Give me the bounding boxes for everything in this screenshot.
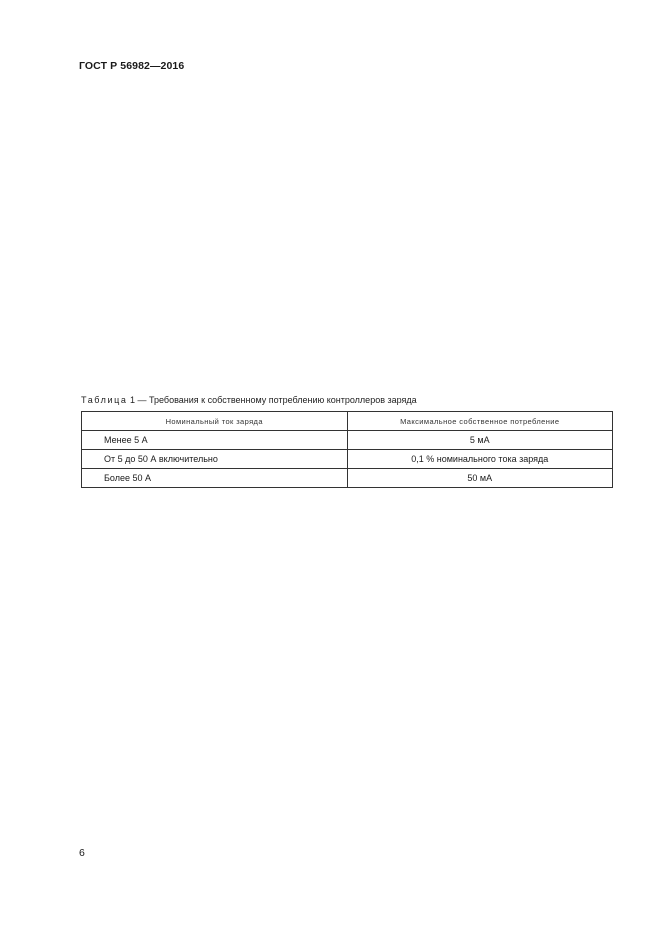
cell-current: От 5 до 50 А включительно (82, 450, 348, 469)
table-1-caption (81, 395, 613, 405)
table-row (82, 450, 613, 469)
cell-current: Более 50 А (82, 469, 348, 488)
unreproduced-text-area (81, 95, 613, 395)
consumption-table (81, 411, 613, 488)
page-number: 6 (79, 847, 85, 859)
cell-consumption: 0,1 % номинального тока заряда (347, 450, 613, 469)
cell-consumption: 5 мА (347, 431, 613, 450)
table-header-row (82, 412, 613, 431)
document-content (81, 95, 613, 488)
cell-consumption: 50 мА (347, 469, 613, 488)
col-header-consumption: Максимальное собственное потребление (347, 412, 613, 431)
table-row (82, 431, 613, 450)
table-caption-word: Таблица (81, 395, 128, 405)
document-header: ГОСТ Р 56982—2016 (79, 60, 185, 72)
col-header-current: Номинальный ток заряда (82, 412, 348, 431)
table-caption-title: 1 — Требования к собственному потреблению контроллеров заряда (127, 395, 417, 405)
table-row (82, 469, 613, 488)
cell-current: Менее 5 А (82, 431, 348, 450)
